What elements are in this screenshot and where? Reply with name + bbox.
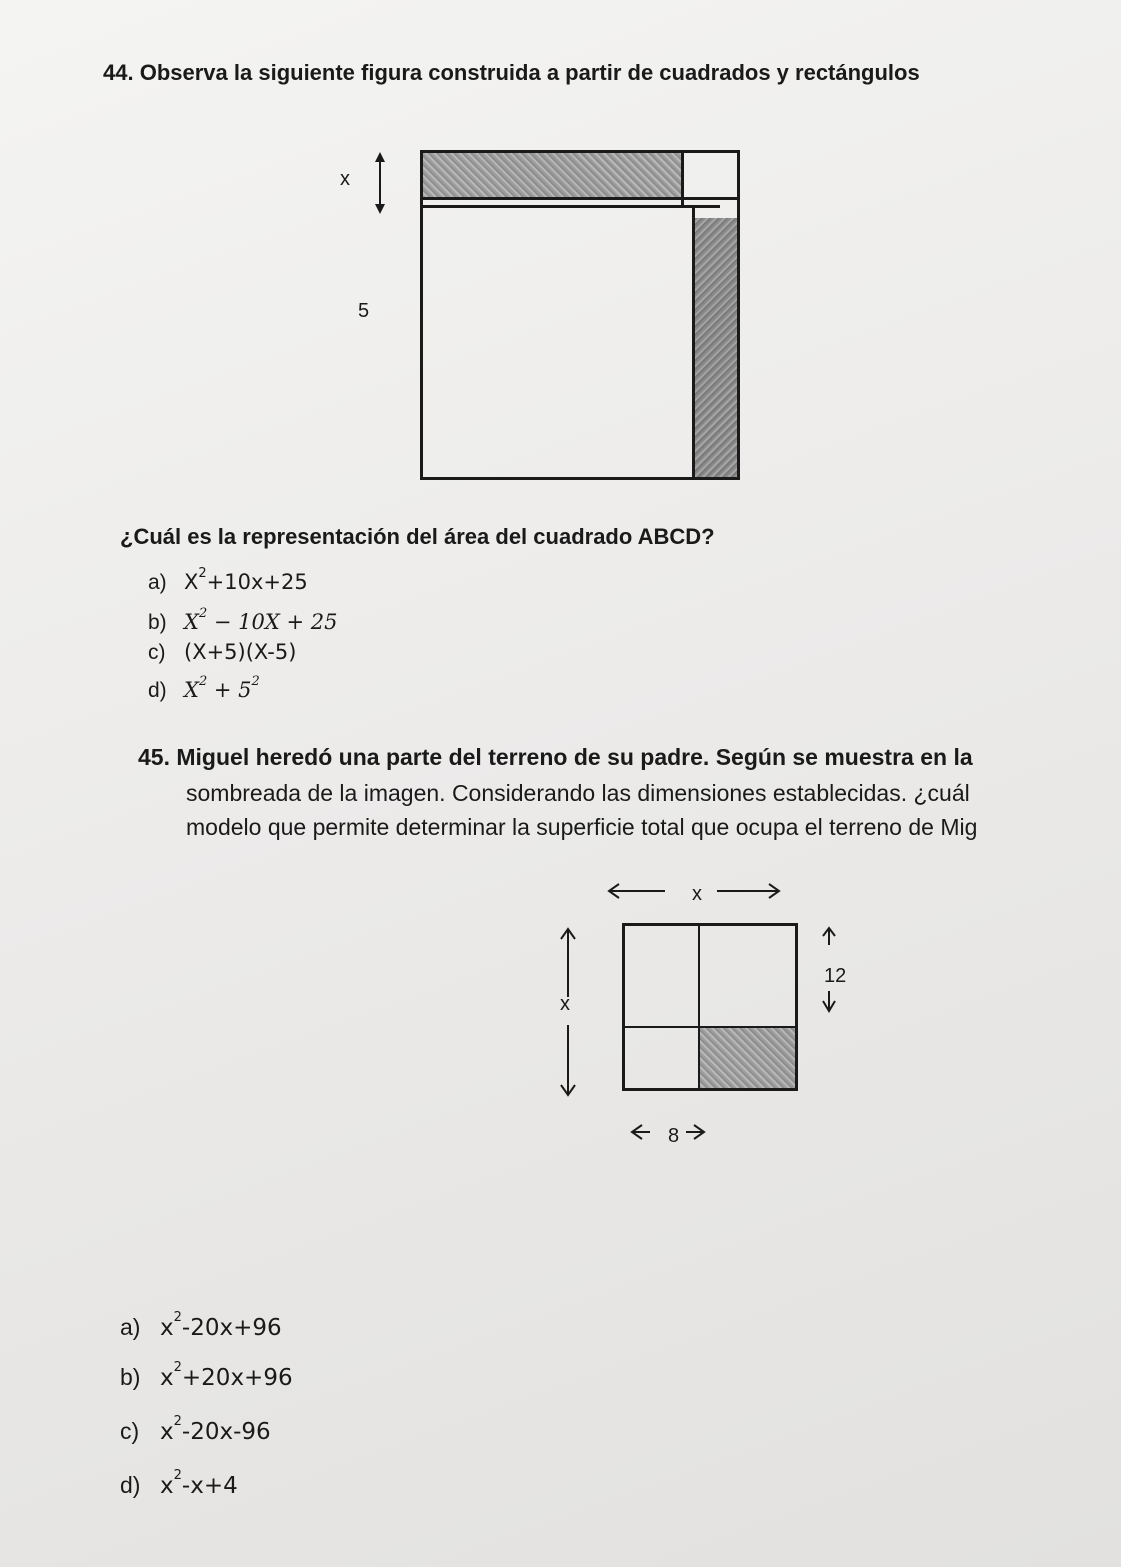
q44-label-x: x [340, 168, 350, 190]
q44-number: 44. [103, 60, 134, 85]
q44-title-text: Observa la siguiente figura construida a partir de cuadrados y rectángulos [139, 60, 920, 85]
q44-title [103, 58, 920, 88]
q45-line1: 45. Miguel heredó una parte del terreno de su padre. Según se muestra en la [138, 744, 973, 770]
q44-option-c[interactable]: c) (X+5)(X-5) [148, 640, 297, 664]
q44-x-arrow-icon [370, 150, 390, 216]
q44-option-d[interactable]: d) $X^2 + 5^2$ [148, 674, 260, 702]
q44-label-5: 5 [358, 300, 370, 322]
q45-label-8: 8 [668, 1125, 680, 1147]
q45-label-x-top: x [692, 883, 702, 905]
q45-option-d[interactable]: d) $x^2-x+4$ [120, 1468, 238, 1499]
q45-option-c[interactable]: c) $x^2-20x-96$ [120, 1414, 271, 1445]
q44-option-a[interactable]: a) $X^2+10x+25$ [148, 566, 308, 594]
q44-question: ¿Cuál es la representación del área del cuadrado ABCD? [120, 524, 715, 549]
q45-figure [540, 875, 860, 1155]
q45-label-12: 12 [824, 965, 847, 987]
q45-option-b[interactable]: b) $x^2+20x+96$ [120, 1360, 293, 1391]
q45-option-a[interactable]: a) $x^2-20x+96$ [120, 1310, 282, 1341]
q44-divider-h [420, 197, 740, 200]
q44-top-strip [423, 153, 681, 197]
q44-option-b[interactable]: b) $X^2 - 10X + 25$ [148, 606, 338, 634]
q45-line2: sombreada de la imagen. Considerando las dimensiones establecidas. ¿cuál [186, 780, 970, 806]
q44-figure [330, 140, 750, 490]
q44-right-strip [695, 218, 737, 477]
q44-inner-square [420, 205, 695, 480]
q45-label-x-left: x [560, 993, 570, 1015]
q45-line3: modelo que permite determinar la superficie total que ocupa el terreno de Mig [186, 814, 978, 840]
q45-shaded-region [700, 1028, 795, 1088]
q44-divider-v-top [681, 150, 684, 208]
